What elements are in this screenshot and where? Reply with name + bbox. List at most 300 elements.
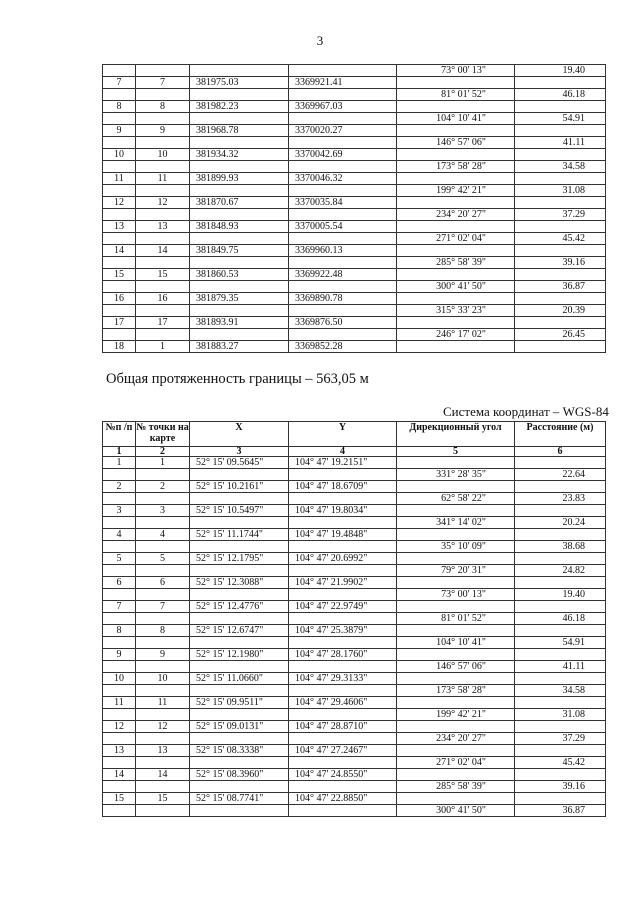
point-number-cell	[136, 161, 190, 173]
direction-angle-cell	[397, 697, 515, 709]
table-row	[103, 673, 606, 685]
x-cell: 52° 15' 10.5497"	[190, 505, 289, 517]
header-distance: Расстояние (м)	[515, 422, 606, 447]
table-row	[103, 125, 606, 137]
direction-angle-cell: 300° 41' 50"	[397, 281, 515, 293]
distance-cell	[515, 769, 606, 781]
direction-angle-cell	[397, 649, 515, 661]
direction-angle-cell	[397, 793, 515, 805]
distance-cell: 22.64	[515, 469, 606, 481]
y-cell: 104° 47' 22.8850"	[289, 793, 397, 805]
y-cell	[289, 113, 397, 125]
y-cell	[289, 709, 397, 721]
row-number-cell: 8	[103, 625, 136, 637]
direction-angle-cell: 234° 20' 27"	[397, 209, 515, 221]
point-number-cell: 1	[136, 457, 190, 469]
distance-cell: 23.83	[515, 493, 606, 505]
point-number-cell	[136, 281, 190, 293]
point-number-cell: 8	[136, 101, 190, 113]
column-number: 5	[397, 447, 515, 457]
table-row	[103, 89, 606, 101]
table-row	[103, 601, 606, 613]
y-cell	[289, 541, 397, 553]
table-row	[103, 221, 606, 233]
x-cell	[190, 161, 289, 173]
x-cell	[190, 185, 289, 197]
x-cell	[190, 661, 289, 673]
distance-cell: 31.08	[515, 185, 606, 197]
column-number: 1	[103, 447, 136, 457]
y-cell	[289, 469, 397, 481]
column-number-row	[103, 447, 606, 457]
point-number-cell: 15	[136, 793, 190, 805]
y-cell: 104° 47' 28.8710"	[289, 721, 397, 733]
x-cell	[190, 281, 289, 293]
distance-cell: 45.42	[515, 757, 606, 769]
point-number-cell	[136, 805, 190, 817]
row-number-cell: 10	[103, 673, 136, 685]
x-cell	[190, 637, 289, 649]
coordinates-table-wgs84	[102, 421, 606, 817]
x-cell	[190, 565, 289, 577]
y-cell: 3370020.27	[289, 125, 397, 137]
point-number-cell: 14	[136, 245, 190, 257]
distance-cell: 41.11	[515, 137, 606, 149]
table-row	[103, 481, 606, 493]
row-number-cell: 7	[103, 77, 136, 89]
distance-cell: 37.29	[515, 209, 606, 221]
direction-angle-cell	[397, 245, 515, 257]
table-row	[103, 317, 606, 329]
distance-cell	[515, 481, 606, 493]
row-number-cell	[103, 685, 136, 697]
point-number-cell	[136, 257, 190, 269]
x-cell: 381975.03	[190, 77, 289, 89]
distance-cell	[515, 529, 606, 541]
distance-cell	[515, 673, 606, 685]
table-row	[103, 553, 606, 565]
x-cell: 52° 15' 10.2161"	[190, 481, 289, 493]
x-cell: 381883.27	[190, 341, 289, 353]
distance-cell	[515, 293, 606, 305]
x-cell: 381848.93	[190, 221, 289, 233]
row-number-cell: 12	[103, 721, 136, 733]
x-cell	[190, 65, 289, 77]
table-row	[103, 637, 606, 649]
table-row	[103, 161, 606, 173]
header-point-number: № точки на карте	[136, 422, 190, 447]
x-cell	[190, 209, 289, 221]
distance-cell	[515, 601, 606, 613]
distance-cell: 46.18	[515, 613, 606, 625]
column-number: 4	[289, 447, 397, 457]
direction-angle-cell	[397, 553, 515, 565]
row-number-cell: 15	[103, 793, 136, 805]
x-cell	[190, 113, 289, 125]
point-number-cell: 5	[136, 553, 190, 565]
distance-cell	[515, 269, 606, 281]
distance-cell: 54.91	[515, 637, 606, 649]
distance-cell	[515, 173, 606, 185]
direction-angle-cell	[397, 149, 515, 161]
column-number: 6	[515, 447, 606, 457]
y-cell	[289, 733, 397, 745]
distance-cell: 39.16	[515, 781, 606, 793]
direction-angle-cell: 104° 10' 41"	[397, 637, 515, 649]
table-row	[103, 757, 606, 769]
y-cell	[289, 161, 397, 173]
point-number-cell: 17	[136, 317, 190, 329]
point-number-cell	[136, 781, 190, 793]
point-number-cell	[136, 209, 190, 221]
table-row	[103, 793, 606, 805]
y-cell: 3369876.50	[289, 317, 397, 329]
y-cell: 104° 47' 29.3133"	[289, 673, 397, 685]
direction-angle-cell	[397, 721, 515, 733]
point-number-cell	[136, 329, 190, 341]
distance-cell: 19.40	[515, 65, 606, 77]
x-cell: 381860.53	[190, 269, 289, 281]
distance-cell	[515, 577, 606, 589]
direction-angle-cell	[397, 457, 515, 469]
row-number-cell	[103, 757, 136, 769]
table-row	[103, 137, 606, 149]
row-number-cell: 8	[103, 101, 136, 113]
table-row	[103, 269, 606, 281]
distance-cell: 24.82	[515, 565, 606, 577]
table-row	[103, 77, 606, 89]
table-row	[103, 469, 606, 481]
direction-angle-cell	[397, 197, 515, 209]
distance-cell	[515, 457, 606, 469]
point-number-cell: 10	[136, 673, 190, 685]
y-cell: 104° 47' 20.6992"	[289, 553, 397, 565]
table-row	[103, 173, 606, 185]
table-row	[103, 661, 606, 673]
x-cell	[190, 493, 289, 505]
direction-angle-cell: 173° 58' 28"	[397, 685, 515, 697]
y-cell	[289, 89, 397, 101]
table-row	[103, 781, 606, 793]
distance-cell	[515, 197, 606, 209]
distance-cell: 36.87	[515, 805, 606, 817]
table-row	[103, 493, 606, 505]
coordinates-table-msk	[102, 64, 606, 353]
direction-angle-cell: 331° 28' 35"	[397, 469, 515, 481]
y-cell: 104° 47' 29.4606"	[289, 697, 397, 709]
distance-cell	[515, 125, 606, 137]
table-row	[103, 305, 606, 317]
distance-cell	[515, 317, 606, 329]
distance-cell	[515, 101, 606, 113]
header-row	[103, 422, 606, 447]
point-number-cell	[136, 541, 190, 553]
x-cell: 52° 15' 12.4776"	[190, 601, 289, 613]
distance-cell	[515, 625, 606, 637]
point-number-cell	[136, 305, 190, 317]
x-cell: 52° 15' 08.7741"	[190, 793, 289, 805]
point-number-cell: 13	[136, 221, 190, 233]
row-number-cell: 1	[103, 457, 136, 469]
row-number-cell	[103, 113, 136, 125]
point-number-cell: 8	[136, 625, 190, 637]
point-number-cell	[136, 493, 190, 505]
row-number-cell: 9	[103, 125, 136, 137]
y-cell: 3369921.41	[289, 77, 397, 89]
y-cell	[289, 517, 397, 529]
row-number-cell: 7	[103, 601, 136, 613]
row-number-cell: 9	[103, 649, 136, 661]
point-number-cell: 16	[136, 293, 190, 305]
table-row	[103, 769, 606, 781]
distance-cell: 20.24	[515, 517, 606, 529]
y-cell: 3369890.78	[289, 293, 397, 305]
y-cell: 104° 47' 19.2151"	[289, 457, 397, 469]
row-number-cell	[103, 233, 136, 245]
distance-cell: 34.58	[515, 685, 606, 697]
row-number-cell	[103, 329, 136, 341]
x-cell	[190, 89, 289, 101]
row-number-cell	[103, 257, 136, 269]
row-number-cell	[103, 281, 136, 293]
distance-cell	[515, 697, 606, 709]
x-cell	[190, 233, 289, 245]
x-cell: 52° 15' 09.5645"	[190, 457, 289, 469]
distance-cell	[515, 245, 606, 257]
y-cell	[289, 65, 397, 77]
y-cell	[289, 137, 397, 149]
x-cell: 381982.23	[190, 101, 289, 113]
y-cell: 3369967.03	[289, 101, 397, 113]
table-row	[103, 505, 606, 517]
direction-angle-cell	[397, 101, 515, 113]
table-row	[103, 101, 606, 113]
point-number-cell: 7	[136, 77, 190, 89]
y-cell	[289, 637, 397, 649]
direction-angle-cell	[397, 529, 515, 541]
x-cell: 381934.32	[190, 149, 289, 161]
y-cell: 3369852.28	[289, 341, 397, 353]
point-number-cell	[136, 589, 190, 601]
y-cell: 3370046.32	[289, 173, 397, 185]
direction-angle-cell: 62° 58' 22"	[397, 493, 515, 505]
direction-angle-cell: 73° 00' 13"	[397, 65, 515, 77]
row-number-cell	[103, 781, 136, 793]
point-number-cell	[136, 709, 190, 721]
row-number-cell: 10	[103, 149, 136, 161]
row-number-cell: 3	[103, 505, 136, 517]
y-cell	[289, 493, 397, 505]
table-row	[103, 245, 606, 257]
direction-angle-cell: 246° 17' 02"	[397, 329, 515, 341]
row-number-cell: 11	[103, 697, 136, 709]
row-number-cell	[103, 161, 136, 173]
direction-angle-cell	[397, 125, 515, 137]
point-number-cell	[136, 685, 190, 697]
x-cell: 52° 15' 09.9511"	[190, 697, 289, 709]
direction-angle-cell: 173° 58' 28"	[397, 161, 515, 173]
x-cell	[190, 685, 289, 697]
x-cell	[190, 733, 289, 745]
row-number-cell	[103, 661, 136, 673]
direction-angle-cell: 315° 33' 23"	[397, 305, 515, 317]
direction-angle-cell: 81° 01' 52"	[397, 89, 515, 101]
distance-cell: 54.91	[515, 113, 606, 125]
table-row	[103, 257, 606, 269]
x-cell	[190, 709, 289, 721]
table-row	[103, 329, 606, 341]
y-cell	[289, 589, 397, 601]
point-number-cell: 10	[136, 149, 190, 161]
x-cell	[190, 805, 289, 817]
row-number-cell: 17	[103, 317, 136, 329]
x-cell	[190, 589, 289, 601]
x-cell: 52° 15' 12.1980"	[190, 649, 289, 661]
direction-angle-cell	[397, 293, 515, 305]
distance-cell: 46.18	[515, 89, 606, 101]
point-number-cell	[136, 185, 190, 197]
x-cell: 381879.35	[190, 293, 289, 305]
coordinates-table-wgs84-body	[103, 457, 606, 817]
table-row	[103, 733, 606, 745]
distance-cell	[515, 793, 606, 805]
y-cell: 3370005.54	[289, 221, 397, 233]
row-number-cell: 6	[103, 577, 136, 589]
x-cell: 381849.75	[190, 245, 289, 257]
point-number-cell	[136, 469, 190, 481]
table-row	[103, 233, 606, 245]
x-cell: 381870.67	[190, 197, 289, 209]
row-number-cell	[103, 589, 136, 601]
table-row	[103, 709, 606, 721]
point-number-cell	[136, 233, 190, 245]
direction-angle-cell: 73° 00' 13"	[397, 589, 515, 601]
y-cell	[289, 281, 397, 293]
point-number-cell	[136, 757, 190, 769]
point-number-cell	[136, 137, 190, 149]
row-number-cell	[103, 733, 136, 745]
y-cell	[289, 209, 397, 221]
row-number-cell: 4	[103, 529, 136, 541]
point-number-cell	[136, 517, 190, 529]
y-cell	[289, 661, 397, 673]
y-cell: 104° 47' 22.9749"	[289, 601, 397, 613]
point-number-cell: 13	[136, 745, 190, 757]
row-number-cell	[103, 565, 136, 577]
table-row	[103, 517, 606, 529]
row-number-cell: 2	[103, 481, 136, 493]
direction-angle-cell: 199° 42' 21"	[397, 185, 515, 197]
table-row	[103, 805, 606, 817]
point-number-cell: 3	[136, 505, 190, 517]
x-cell: 381893.91	[190, 317, 289, 329]
point-number-cell: 11	[136, 697, 190, 709]
direction-angle-cell	[397, 317, 515, 329]
y-cell	[289, 613, 397, 625]
direction-angle-cell	[397, 269, 515, 281]
row-number-cell	[103, 185, 136, 197]
row-number-cell: 15	[103, 269, 136, 281]
point-number-cell: 6	[136, 577, 190, 589]
y-cell: 104° 47' 19.8034"	[289, 505, 397, 517]
table-row	[103, 281, 606, 293]
direction-angle-cell: 146° 57' 06"	[397, 137, 515, 149]
page-number: 3	[316, 33, 324, 48]
direction-angle-cell	[397, 769, 515, 781]
x-cell	[190, 305, 289, 317]
point-number-cell	[136, 733, 190, 745]
row-number-cell: 5	[103, 553, 136, 565]
distance-cell: 19.40	[515, 589, 606, 601]
table-row	[103, 457, 606, 469]
point-number-cell	[136, 565, 190, 577]
distance-cell: 38.68	[515, 541, 606, 553]
row-number-cell: 13	[103, 221, 136, 233]
row-number-cell	[103, 709, 136, 721]
y-cell: 104° 47' 25.3879"	[289, 625, 397, 637]
table-row	[103, 113, 606, 125]
direction-angle-cell: 104° 10' 41"	[397, 113, 515, 125]
x-cell	[190, 541, 289, 553]
point-number-cell: 12	[136, 721, 190, 733]
table-row	[103, 185, 606, 197]
table-row	[103, 613, 606, 625]
point-number-cell: 14	[136, 769, 190, 781]
direction-angle-cell	[397, 341, 515, 353]
row-number-cell	[103, 613, 136, 625]
row-number-cell: 14	[103, 245, 136, 257]
y-cell: 104° 47' 28.1760"	[289, 649, 397, 661]
point-number-cell: 9	[136, 125, 190, 137]
x-cell: 52° 15' 11.1744"	[190, 529, 289, 541]
y-cell	[289, 757, 397, 769]
x-cell: 381968.78	[190, 125, 289, 137]
distance-cell	[515, 745, 606, 757]
point-number-cell: 9	[136, 649, 190, 661]
distance-cell: 36.87	[515, 281, 606, 293]
table-row	[103, 625, 606, 637]
point-number-cell: 12	[136, 197, 190, 209]
table-row	[103, 685, 606, 697]
x-cell: 52° 15' 12.3088"	[190, 577, 289, 589]
distance-cell	[515, 553, 606, 565]
direction-angle-cell: 234° 20' 27"	[397, 733, 515, 745]
row-number-cell: 13	[103, 745, 136, 757]
row-number-cell: 14	[103, 769, 136, 781]
distance-cell	[515, 721, 606, 733]
y-cell	[289, 305, 397, 317]
table-row	[103, 589, 606, 601]
direction-angle-cell: 35° 10' 09"	[397, 541, 515, 553]
direction-angle-cell	[397, 745, 515, 757]
distance-cell	[515, 221, 606, 233]
header-y: Y	[289, 422, 397, 447]
point-number-cell	[136, 65, 190, 77]
header-row-number: №п /п	[103, 422, 136, 447]
direction-angle-cell: 300° 41' 50"	[397, 805, 515, 817]
y-cell	[289, 257, 397, 269]
y-cell	[289, 329, 397, 341]
point-number-cell	[136, 613, 190, 625]
direction-angle-cell: 285° 58' 39"	[397, 781, 515, 793]
point-number-cell: 11	[136, 173, 190, 185]
x-cell	[190, 781, 289, 793]
distance-cell: 34.58	[515, 161, 606, 173]
header-x: X	[190, 422, 289, 447]
direction-angle-cell	[397, 505, 515, 517]
x-cell: 52° 15' 11.0660"	[190, 673, 289, 685]
table-row	[103, 721, 606, 733]
